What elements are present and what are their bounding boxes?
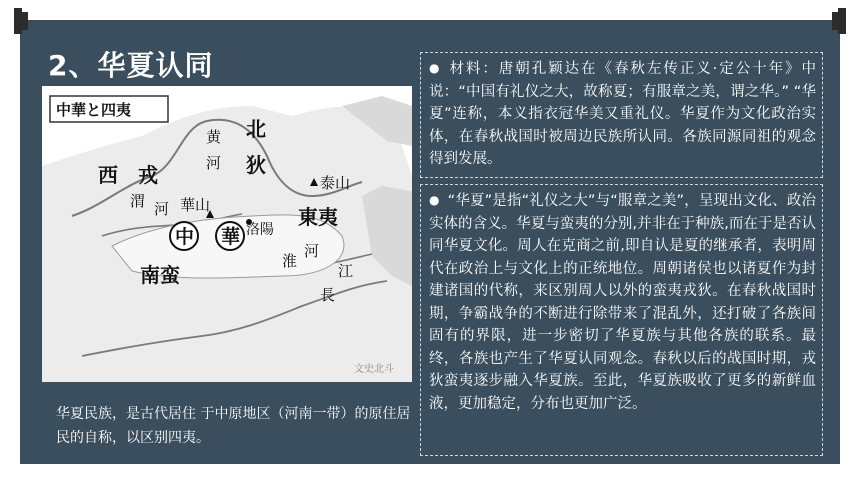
map-label-di: 狄	[246, 153, 266, 177]
map-label-huashan: 華山	[180, 196, 211, 214]
map-caption: 华夏民族，是古代居住 于中原地区（河南一带）的原住居民的自称，以区别四夷。	[56, 406, 411, 446]
bullet-icon: ●	[429, 193, 440, 207]
map-watermark: 文史北斗	[354, 364, 394, 375]
page-title: 2、华夏认同	[48, 49, 214, 82]
material-text: 材料：唐朝孔颖达在《春秋左传正义·定公十年》中说：“中国有礼仪之大，故称夏；有服章之美，谓之华。” “华夏”连称，本义指衣冠华美又重礼仪。华夏作为文化政治实体，在春秋战国时被周边民族所认同。各族同源同祖的观念得到发展。	[429, 61, 816, 167]
map-label-he2: 河	[154, 200, 170, 218]
corner-deco-right-bar	[832, 12, 838, 30]
map-label-hua: 華	[221, 226, 241, 248]
map-label-rong: 戎	[138, 163, 158, 187]
corner-deco-left-bar	[22, 12, 28, 30]
map-label-zhong: 中	[175, 226, 195, 248]
map-label-he3: 河	[304, 242, 320, 260]
map-label-taishan: 泰山	[320, 174, 351, 192]
corner-deco-right	[838, 8, 846, 34]
map-label-north: 北	[246, 117, 266, 141]
map-label-jiang: 江	[338, 262, 354, 280]
map-label-wei: 渭	[130, 192, 146, 210]
map-label-dongyi: 東夷	[298, 205, 338, 229]
map-legend: 中華と四夷	[56, 101, 132, 119]
map-label-nanman: 南蛮	[140, 263, 180, 287]
material-box	[420, 52, 823, 178]
map-label-luoyang: 洛陽	[246, 222, 274, 238]
map-label-huai: 淮	[282, 252, 298, 270]
bullet-icon: ●	[429, 61, 442, 75]
explanation-box	[420, 184, 823, 456]
map-label-xi: 西	[98, 163, 118, 187]
map-image	[42, 86, 412, 382]
corner-deco-left	[14, 8, 22, 34]
explanation-text: “华夏”是指“礼仪之大”与“服章之美”，呈现出文化、政治实体的含义。华夏与蛮夷的分别,并非在于种族,而在于是否认同华夏文化。周人在克商之前,即自认是夏的继承者，表明周代在政治上与文化上的正统地位。周朝诸侯也以诸夏作为封建诸国的代称，来区别周人以外的蛮夷戎狄。在春秋战国时期，争霸战争的不断进行除带来了混乱外，还打破了各族间固有的界限，进一步密切了华夏族与其他各族的联系。最终，各族也产生了华夏认同观念。春秋以后的战国时期，戎狄蛮夷逐步融入华夏族。至此，华夏族吸收了更多的新鲜血液，更加稳定，分布也更加广泛。	[429, 193, 816, 412]
map-label-chang: 長	[320, 286, 336, 304]
map-label-huang: 黄	[206, 128, 222, 146]
map-label-he1: 河	[206, 154, 222, 172]
